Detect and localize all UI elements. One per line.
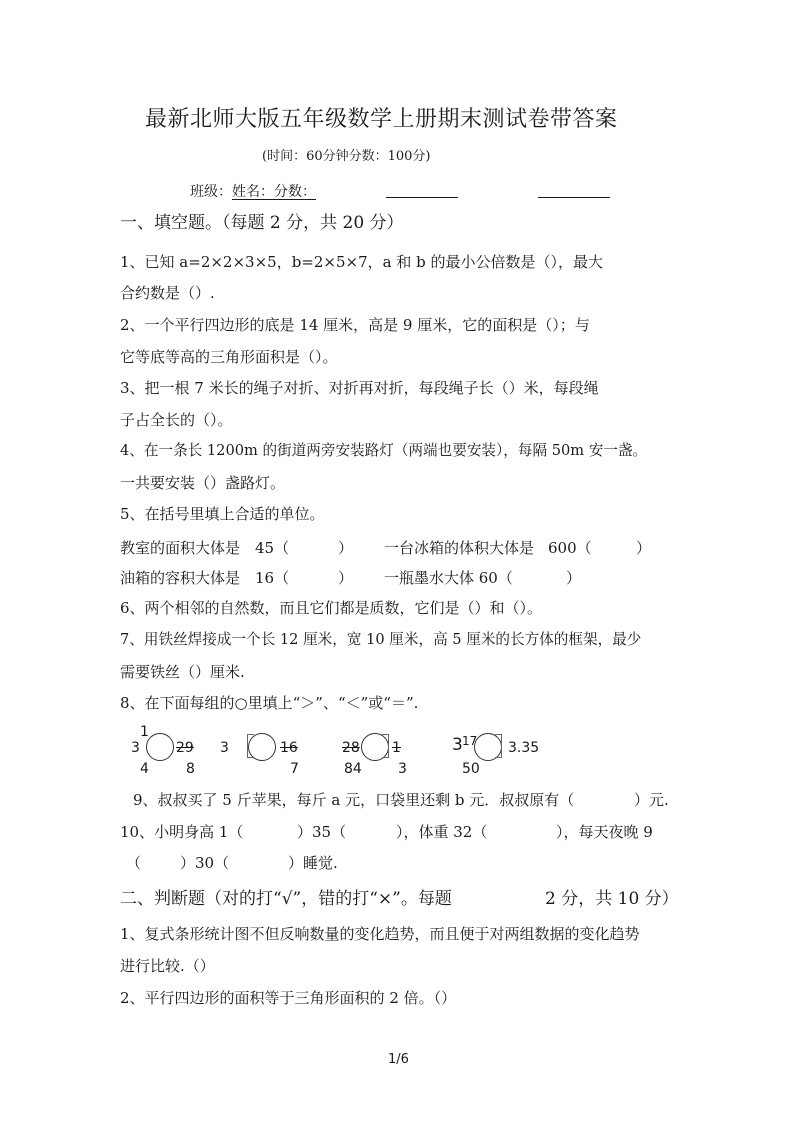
s2-question-1-line-2: 进行比较.（） (120, 957, 215, 975)
q8-g4-bracket (495, 734, 502, 758)
question-3-line-2: 子占全长的（）。 (120, 411, 233, 429)
q8-g4-right: 3.35 (508, 740, 540, 756)
q10-part-2: ）35（ (297, 823, 347, 841)
class-label: 班级： (190, 184, 232, 200)
question-2-line-1: 2、一个平行四边形的底是 14 厘米，高是 9 厘米，它的面积是（）；与 (120, 316, 590, 334)
q5-a-value: 45（ (255, 539, 290, 557)
q5-c-value: 16（ (255, 569, 290, 587)
question-2-line-2: 它等底等高的三角形面积是（）。 (120, 348, 338, 366)
question-8-line-1: 8、在下面每组的○里填上“＞”、“＜”或“＝”. (120, 694, 419, 712)
question-7-line-1: 7、用铁丝焊接成一个长 12 厘米，宽 10 厘米，高 5 厘米的长方体的框架，最少 (120, 631, 642, 648)
q8-g1-bottom-right: 8 (186, 761, 195, 777)
question-9-line-1-end: ）元. (634, 791, 669, 809)
question-5-line-1: 5、在括号里填上合适的单位。 (120, 505, 325, 523)
question-4-line-1: 4、在一条长 1200m 的街道两旁安装路灯（两端也要安装），每隔 50m 安一盏。 (120, 442, 648, 459)
question-3-line-1: 3、把一根 7 米长的绳子对折、对折再对折，每段绳子长（）米，每段绳 (120, 379, 599, 397)
question-7-line-2: 需要铁丝（）厘米. (120, 663, 245, 681)
q10-part-3: ），体重 32（ (396, 823, 488, 841)
q10-part-5: （ (126, 854, 142, 872)
q8-g3-right: 1 (392, 740, 401, 756)
class-blank[interactable] (386, 197, 458, 198)
score-blank[interactable] (538, 197, 610, 198)
page-number: 1/6 (388, 1052, 409, 1067)
q8-compare-circle-1[interactable] (146, 733, 174, 761)
q10-part-4: ），每天夜晚 9 (556, 823, 653, 841)
q5-c-label: 油箱的容积大体是 (120, 569, 241, 587)
s2-question-1-line-1: 1、复式条形统计图不但反响数量的变化趋势，而且便于对两组数据的变化趋势 (120, 925, 640, 943)
exam-subtitle: (时间：60分钟分数：100分) (262, 149, 431, 164)
q8-g3-bottom-right: 3 (398, 761, 407, 777)
q5-b-label: 一台冰箱的体积大体是 (384, 539, 535, 557)
q5-b-close: ） (636, 539, 652, 557)
section-2-title-end: 2 分，共 10 分） (545, 889, 679, 909)
q5-a-label: 教室的面积大体是 (120, 539, 241, 557)
q8-g2-right: 16 (280, 740, 298, 756)
q5-b-value: 600（ (548, 539, 592, 557)
q5-d-close: ） (566, 569, 582, 587)
q5-d-label: 一瓶墨水大体 60（ (384, 569, 513, 587)
section-2-title: 二、判断题（对的打“√”，错的打“×”。每题 (120, 889, 452, 909)
q8-g3-bottom-left: 84 (344, 761, 362, 777)
question-4-line-2: 一共要安装（）盏路灯。 (120, 474, 286, 492)
q10-part-1: 10、小明身高 1（ (120, 823, 244, 841)
q8-compare-circle-2[interactable] (248, 733, 276, 761)
question-1-line-2: 合约数是（）. (120, 284, 215, 302)
name-score-label: 姓名：分数： (232, 184, 316, 200)
question-1-line-1: 1、已知 a=2×2×3×5，b=2×5×7，a 和 b 的最小公倍数是（），最大 (120, 253, 603, 271)
q8-g2-left: 3 (220, 740, 229, 756)
question-9-line-1: 9、叔叔买了 5 斤苹果，每斤 a 元，口袋里还剩 b 元．叔叔原有（ (133, 791, 575, 809)
q8-g1-bottom-left: 4 (140, 761, 149, 777)
q8-g4-sup: 17 (462, 734, 478, 748)
question-6-line-1: 6、两个相邻的自然数，而且它们都是质数，它们是（）和（）。 (120, 599, 543, 617)
q5-a-close: ） (338, 539, 354, 557)
q8-g1-right: 29 (176, 740, 194, 756)
q8-g2-bottom: 7 (290, 761, 299, 777)
q8-g3-bracket (382, 734, 389, 758)
q8-g1-left: 3 (131, 740, 140, 756)
s2-question-2-line-1: 2、平行四边形的面积等于三角形面积的 2 倍。（） (120, 989, 457, 1007)
q10-part-7: ）睡觉. (288, 854, 338, 872)
q8-g1-top: 1 (140, 724, 149, 740)
q8-g3-left: 28 (342, 740, 360, 756)
section-1-title: 一、填空题。（每题 2 分，共 20 分） (120, 213, 404, 233)
q5-c-close: ） (338, 569, 354, 587)
q10-part-6: ）30（ (180, 854, 230, 872)
q8-g4-left: 3 (452, 735, 463, 755)
page-title: 最新北师大版五年级数学上册期末测试卷带答案 (145, 107, 618, 132)
q8-g4-bottom: 50 (462, 761, 480, 777)
